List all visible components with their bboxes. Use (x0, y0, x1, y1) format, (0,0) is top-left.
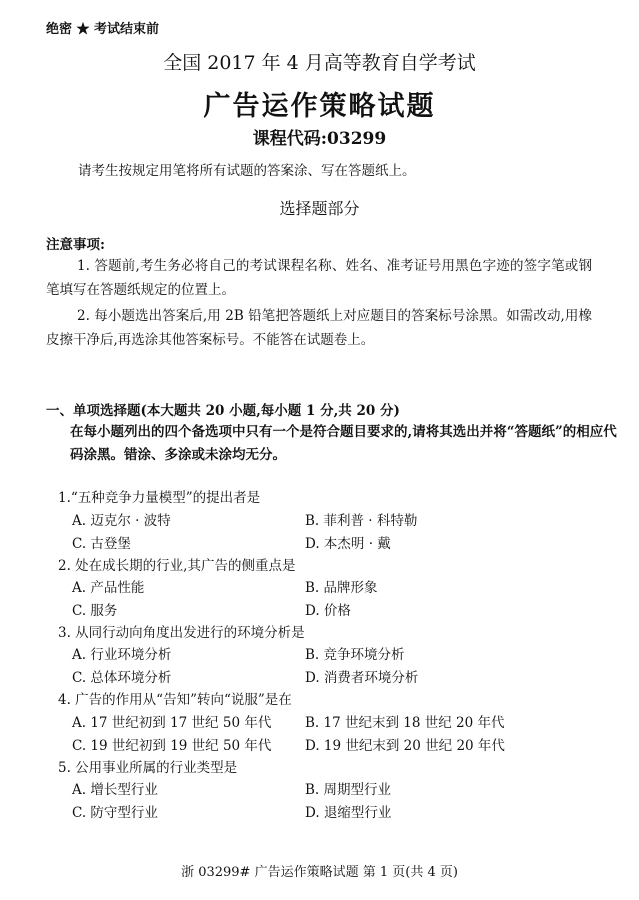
option-d: D. 退缩型行业 (305, 805, 392, 821)
part-title: 选择题部分 (279, 199, 360, 218)
option-b: B. 竞争环境分析 (305, 647, 405, 663)
option-b: B. 品牌形象 (305, 580, 378, 596)
option-d: D. 19 世纪末到 20 世纪 20 年代 (305, 738, 505, 754)
question-stem: 4. 广告的作用从“告知”转向“说服”是在 (58, 692, 292, 708)
question-stem: 5. 公用事业所属的行业类型是 (58, 760, 238, 776)
exam-title: 全国 2017 年 4 月高等教育自学考试 (163, 52, 476, 74)
option-c: C. 服务 (72, 603, 118, 619)
option-a: A. 增长型行业 (72, 782, 158, 798)
option-b: B. 17 世纪末到 18 世纪 20 年代 (305, 715, 505, 731)
notes-heading: 注意事项: (46, 237, 105, 253)
option-d: D. 价格 (305, 603, 351, 619)
section-heading: 一、单项选择题(本大题共 20 小题,每小题 1 分,共 20 分) (46, 403, 400, 419)
secret-mark: 绝密 ★ 考试结束前 (46, 22, 160, 37)
note-item: 1. 答题前,考生务必将自己的考试课程名称、姓名、准考证号用黑色字迹的签字笔或钢笔填写在答题纸规定的位置上。 (46, 258, 592, 298)
option-c: C. 总体环境分析 (72, 670, 172, 686)
question-stem: 2. 处在成长期的行业,其广告的侧重点是 (58, 558, 296, 574)
option-d: D. 消费者环境分析 (305, 670, 419, 686)
question-stem: 3. 从同行动向角度出发进行的环境分析是 (58, 625, 305, 641)
option-b: B. 菲利普 · 科特勒 (305, 513, 418, 529)
option-a: A. 17 世纪初到 17 世纪 50 年代 (72, 715, 272, 731)
page-footer: 浙 03299# 广告运作策略试题 第 1 页(共 4 页) (181, 865, 458, 880)
option-a: A. 行业环境分析 (72, 647, 172, 663)
note-item: 2. 每小题选出答案后,用 2B 铅笔把答题纸上对应题目的答案标号涂黑。如需改动,用橡皮擦干净后,再选涂其他答案标号。不能答在试题卷上。 (46, 308, 592, 348)
option-d: D. 本杰明 · 戴 (305, 536, 391, 552)
option-c: C. 古登堡 (72, 536, 131, 552)
option-c: C. 防守型行业 (72, 805, 158, 821)
option-a: A. 产品性能 (72, 580, 145, 596)
course-code: 课程代码:03299 (252, 129, 387, 149)
option-c: C. 19 世纪初到 19 世纪 50 年代 (72, 738, 272, 754)
question-stem: 1.“五种竞争力量模型”的提出者是 (58, 490, 261, 506)
section-description: 在每小题列出的四个备选项中只有一个是符合题目要求的,请将其选出并将“答题纸”的相应代码涂黑。错涂、多涂或未涂均无分。 (70, 424, 617, 463)
instruction: 请考生按规定用笔将所有试题的答案涂、写在答题纸上。 (78, 163, 416, 179)
paper-title: 广告运作策略试题 (203, 91, 436, 122)
option-a: A. 迈克尔 · 波特 (72, 513, 171, 529)
option-b: B. 周期型行业 (305, 782, 392, 798)
